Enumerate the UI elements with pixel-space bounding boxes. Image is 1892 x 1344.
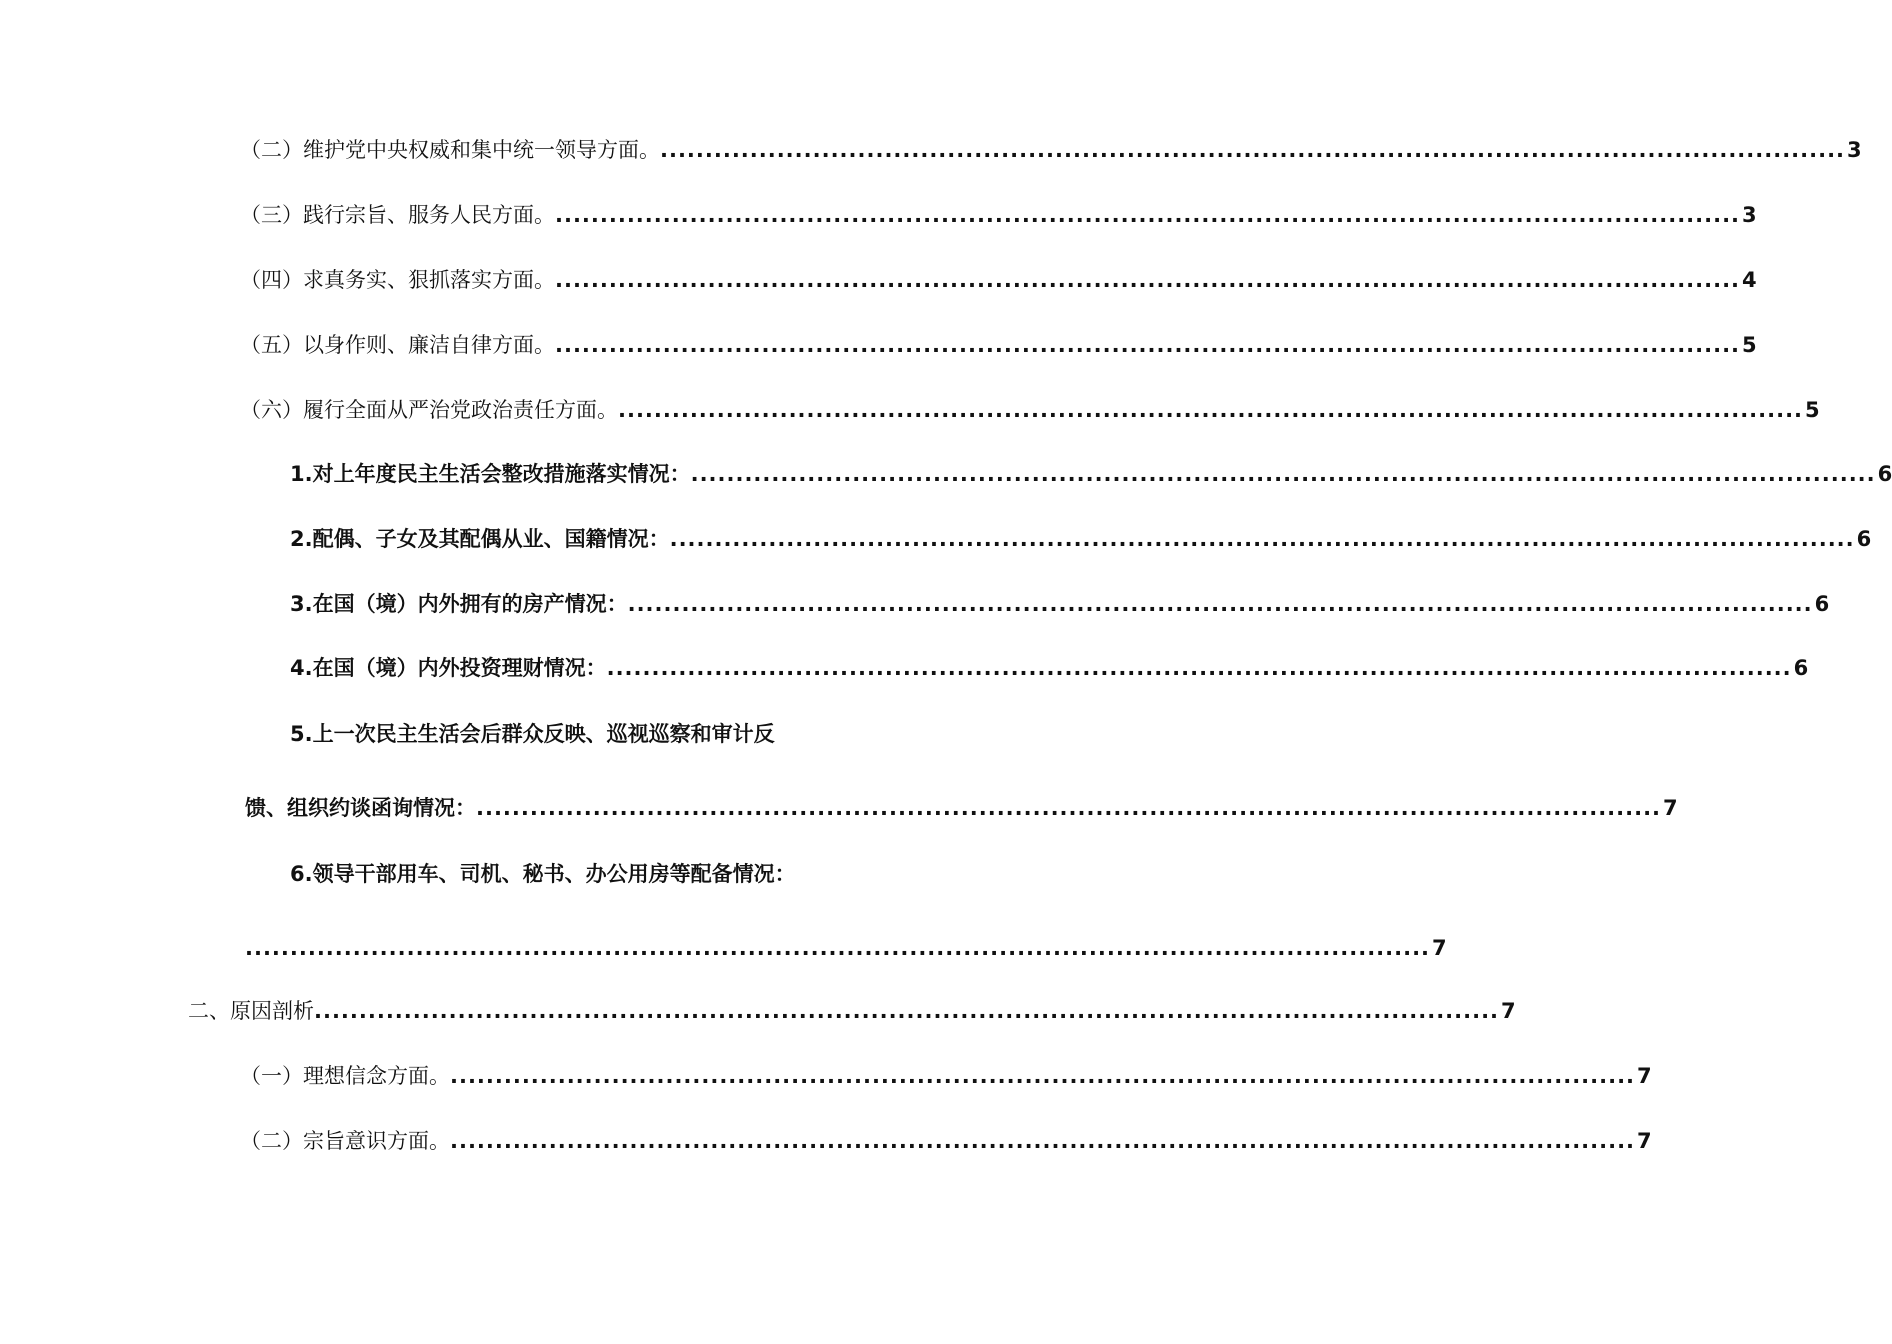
toc-leader-dots: .................................................................................................................................... <box>450 1064 1636 1088</box>
toc-leader-dots: .................................................................................................................................... <box>606 656 1792 680</box>
toc-leader-dots: .................................................................................................................................... <box>618 398 1804 422</box>
toc-entry[interactable] <box>240 136 1862 164</box>
toc-entry[interactable] <box>290 590 1830 618</box>
toc-entry[interactable] <box>240 1127 1652 1155</box>
toc-leader-dots: .................................................................................................................................... <box>555 203 1741 227</box>
toc-entry-label: （二）维护党中央权威和集中统一领导方面。 <box>240 138 660 162</box>
toc-entry-label: （三）践行宗旨、服务人民方面。 <box>240 203 555 227</box>
toc-page-number: 4 <box>1742 268 1757 292</box>
toc-page-number: 7 <box>1637 1129 1652 1153</box>
toc-entry[interactable] <box>240 201 1757 229</box>
toc-entry[interactable] <box>240 266 1757 294</box>
toc-page-number: 7 <box>1637 1064 1652 1088</box>
toc-entry-label: 1.对上年度民主生活会整改措施落实情况： <box>290 462 691 486</box>
toc-entry[interactable] <box>240 396 1820 424</box>
toc-page-number: 7 <box>1501 999 1516 1023</box>
toc-entry-label: 馈、组织约谈函询情况： <box>245 796 476 820</box>
toc-page-number: 6 <box>1856 527 1872 551</box>
toc-entry-first-line[interactable]: 5.上一次民主生活会后群众反映、巡视巡察和审计反 <box>290 722 775 746</box>
toc-entry-label: 4.在国（境）内外投资理财情况： <box>290 656 607 680</box>
toc-leader-dots: .................................................................................................................................... <box>314 999 1500 1023</box>
toc-page-number: 7 <box>1432 936 1447 960</box>
toc-entry[interactable] <box>240 1062 1652 1090</box>
toc-page-number: 6 <box>1877 462 1892 486</box>
toc-leader-dots: .................................................................................................................................... <box>476 796 1662 820</box>
toc-leader-dots: .................................................................................................................................... <box>555 333 1741 357</box>
toc-leader-dots: .................................................................................................................................... <box>660 138 1846 162</box>
toc-leader-dots: .................................................................................................................................... <box>245 936 1431 960</box>
toc-leader-dots: .................................................................................................................................... <box>450 1129 1636 1153</box>
toc-entry[interactable] <box>290 460 1892 488</box>
toc-page-number: 7 <box>1663 796 1678 820</box>
toc-entry[interactable] <box>188 997 1516 1025</box>
toc-entry[interactable] <box>240 331 1757 359</box>
toc-entry-label: （二）宗旨意识方面。 <box>240 1129 450 1153</box>
toc-entry[interactable] <box>245 794 1678 822</box>
toc-page-number: 6 <box>1793 656 1809 680</box>
toc-leader-dots: .................................................................................................................................... <box>627 592 1813 616</box>
toc-page-number: 3 <box>1742 203 1757 227</box>
toc-page-number: 5 <box>1742 333 1757 357</box>
toc-entry-label: 3.在国（境）内外拥有的房产情况： <box>290 592 628 616</box>
toc-page-number: 6 <box>1814 592 1830 616</box>
toc-entry[interactable] <box>245 934 1447 962</box>
toc-leader-dots: .................................................................................................................................... <box>555 268 1741 292</box>
toc-entry-label: （五）以身作则、廉洁自律方面。 <box>240 333 555 357</box>
toc-page-number: 5 <box>1805 398 1820 422</box>
toc-entry-label: 二、原因剖析 <box>188 999 314 1023</box>
toc-leader-dots: .................................................................................................................................... <box>690 462 1876 486</box>
toc-leader-dots: .................................................................................................................................... <box>669 527 1855 551</box>
toc-entry-label: （六）履行全面从严治党政治责任方面。 <box>240 398 618 422</box>
toc-entry[interactable] <box>290 654 1809 682</box>
toc-entry-label: 2.配偶、子女及其配偶从业、国籍情况： <box>290 527 670 551</box>
toc-page-number: 3 <box>1847 138 1862 162</box>
toc-entry[interactable] <box>290 525 1872 553</box>
toc-entry-label: （四）求真务实、狠抓落实方面。 <box>240 268 555 292</box>
toc-entry-label: （一）理想信念方面。 <box>240 1064 450 1088</box>
toc-entry-first-line[interactable]: 6.领导干部用车、司机、秘书、办公用房等配备情况： <box>290 862 796 886</box>
